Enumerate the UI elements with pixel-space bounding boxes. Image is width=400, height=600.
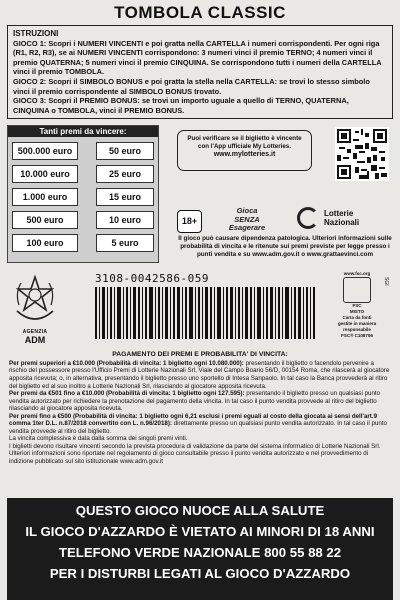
- barcode-section: [7, 267, 393, 351]
- verify-line-2: con l'App ufficiale My Lotteries.: [198, 143, 291, 151]
- lotterie-logo-text: [324, 209, 359, 227]
- prize-row: [8, 234, 158, 252]
- prize-left: 500 euro: [12, 211, 78, 229]
- addiction-warning: Il gioco può causare dipendenza patologica. Ulteriori informazioni sulle probabilità di vincita e le ritenute sui premi previste per legge presso i punti vendita e su www.adm.gov.it o www.grattaevinci.com: [178, 235, 392, 258]
- health-warning-line: QUESTO GIOCO NUOCE ALLA SALUTE: [75, 503, 325, 518]
- gioca-logo-word: Gioca: [236, 206, 258, 216]
- lotterie-logo-word: Lotterie: [324, 209, 354, 219]
- legal-bold: Per premi da €501 fino a €10.000 (Probabilità di vincita: 1 biglietto ogni 127.595):: [9, 390, 245, 398]
- gioca-logo-word: Esagerare: [228, 223, 266, 233]
- lotterie-logo-icon: [297, 207, 319, 229]
- prize-left: 500.000 euro: [12, 142, 78, 160]
- adm-label: ADM: [24, 335, 46, 346]
- verify-url[interactable]: www.mylotteries.it: [213, 151, 276, 159]
- info-section: [7, 125, 393, 267]
- legal-paragraph: [9, 390, 391, 413]
- age-18-badge: 18+: [177, 210, 202, 233]
- gioca-logo-word: SENZA: [234, 214, 260, 224]
- legal-body: direttamente presso un qualsiasi punto vendita autorizzato. In tal caso il punto vendita provvede al ritiro del biglietto.: [9, 420, 387, 435]
- health-warning-line: IL GIOCO D'AZZARDO È VIETATO AI MINORI DI 18 ANNI: [25, 524, 375, 539]
- prize-row: [8, 142, 158, 160]
- instruction-gioco-3: GIOCO 3: Scopri il PREMIO BONUS: se trovi un importo uguale a quello di TERNO, QUATERNA, CINQUINA o TOMBOLA, vinci il PREMIO BONUS.: [13, 96, 349, 115]
- agenzia-label: AGENZIA: [22, 329, 48, 336]
- prize-right: 50 euro: [96, 142, 154, 160]
- prize-table-heading: Tanti premi da vincere:: [8, 126, 158, 137]
- lotterie-nazionali-logo: [297, 205, 387, 233]
- legal-paragraph: Ulteriori informazioni sono riportate nel regolamento di gioco consultabile presso il punto vendita autorizzato e nel provvedimento di indizione pubblicato sul sito istituzionale www.adm.gov.it: [9, 450, 369, 465]
- instruction-gioco-1: GIOCO 1: Scopri i NUMERI VINCENTI e poi gratta nella CARTELLA i numeri corrispondenti. Per ogni riga (R1, R2, R3), se ai NUMERI VINCENTI corrispondono: 3 numeri vinci il premio TERNO; 4 numeri vinci il premio QUATERNA; 5 numeri vinci il premio CINQUINA. Se corrispondono tutti i numeri della CARTELLA vinci il premio TOMBOLA.: [13, 38, 382, 77]
- prize-row: [8, 188, 158, 206]
- legal-paragraph: [9, 360, 391, 390]
- fsc-url: www.fsc.org: [343, 271, 371, 277]
- fsc-tree-icon: [343, 277, 371, 303]
- legal-bold: Per premi fino a €500 (Probabilità di vincita: 1 biglietto ogni 6,21 esclusi i premi eguali al costo della giocata ai sensi dell'art.9 comma 1ter D.L. n.87/2018 convertito con L. n.96/2018):: [9, 412, 378, 428]
- italian-emblem-icon: [11, 271, 59, 327]
- legal-paragraph: [9, 413, 391, 436]
- legal-text: [7, 351, 393, 465]
- prize-left: 100 euro: [12, 234, 78, 252]
- lotterie-logo-word: Nazionali: [324, 218, 360, 228]
- barcode: [95, 287, 315, 339]
- prize-right: 5 euro: [96, 234, 154, 252]
- legal-bold: Per premi superiori a €10.000 (Probabilità di vincita: 1 biglietto ogni 10.080.000):: [9, 359, 244, 367]
- legal-paragraph: La vincita complessiva è data dalla somma dei singoli premi vinti.: [9, 435, 188, 443]
- verify-line-1: Puoi verificare se il biglietto è vincente: [187, 135, 302, 143]
- legal-body: presentando il biglietto presso un qualsiasi punto vendita autorizzato per richiedere la prenotazione del pagamento della vincita. In tal caso il punto vendita provvede al ritiro del biglietto rilasciando al giocatore apposita ricevuta.: [9, 390, 381, 413]
- prize-left: 10.000 euro: [12, 165, 78, 183]
- legal-heading: PAGAMENTO DEI PREMI E PROBABILITA' DI VINCITA:: [112, 351, 288, 359]
- fsc-mark: FSC: [352, 303, 362, 309]
- health-warning-line: TELEFONO VERDE NAZIONALE 800 55 88 22: [58, 545, 342, 560]
- prize-left: 1.000 euro: [12, 188, 78, 206]
- fsc-label: MISTO: [349, 309, 365, 315]
- health-warning-line: PER I DISTURBI LEGATI AL GIOCO D'AZZARDO: [49, 566, 351, 581]
- health-warning-banner: [7, 498, 393, 600]
- prize-row: [8, 165, 158, 183]
- instruction-gioco-2: GIOCO 2: Scopri il SIMBOLO BONUS e poi gratta la stella nella CARTELLA: se trovi lo stesso simbolo vinci il premio corrispondente al SIMBOLO BONUS trovato.: [13, 76, 370, 96]
- qr-code[interactable]: [335, 127, 389, 181]
- fsc-code: FSC® C108706: [341, 333, 373, 339]
- fsc-description: Carta da fonti gestite in maniera responsabile: [337, 315, 377, 333]
- instructions-heading: ISTRUZIONI: [13, 29, 59, 38]
- page-title: TOMBOLA CLASSIC: [114, 3, 286, 22]
- ticket-number: 3108-0042586-059: [95, 272, 209, 286]
- fsc-logo: [337, 271, 377, 343]
- prize-right: 10 euro: [96, 211, 154, 229]
- verify-app-box: [177, 130, 312, 171]
- prize-row: [8, 211, 158, 229]
- legal-body: presentando il biglietto o facendolo pervenire a rischio del possessore presso l'Ufficio Premi di Lotterie Nazionali Srl, Viale del Campo Boario 56/D, 00154 Roma, che rilascerà al giocatore apposita ricevuta; o, in alternativa, presentando il biglietto presso uno sportello di Intesa Sanpaolo. In tal caso la Banca provvederà al ritiro del biglietto ed al suo inoltro a Lotterie Nazionali Srl, rilasciando al giocatore apposita ricevuta.: [9, 359, 390, 390]
- instructions-box: [7, 25, 393, 119]
- gioca-senza-esagerare-logo: [217, 207, 277, 233]
- legal-paragraph: I biglietti devono risultare vincenti secondo la prevista procedura di validazione da parte del sistema informatico di Lotterie Nazionali Srl.: [9, 442, 381, 450]
- prize-table: [7, 125, 159, 263]
- prize-right: 25 euro: [96, 165, 154, 183]
- adm-logo: [11, 329, 59, 345]
- side-code: SGI: [383, 277, 389, 286]
- prize-right: 15 euro: [96, 188, 154, 206]
